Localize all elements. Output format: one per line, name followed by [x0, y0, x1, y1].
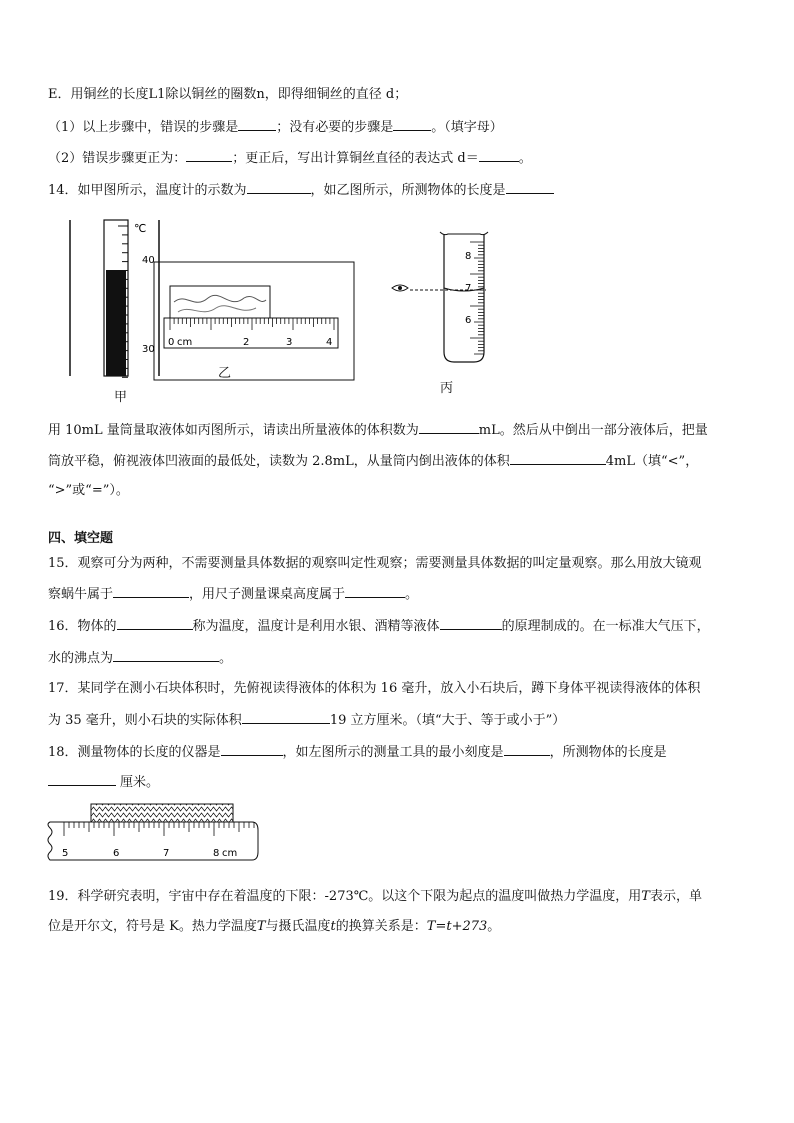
figure-label-bing: 丙	[440, 381, 454, 396]
ruler14-tick-3: 3	[286, 337, 293, 348]
q16-text-d: 水的沸点为	[48, 651, 114, 666]
q13-2-blank-2[interactable]	[479, 148, 519, 162]
ruler14-tick-4: 4	[326, 337, 333, 348]
question-13-1	[48, 117, 503, 137]
q14-text-b: ，如乙图所示，所测物体的长度是	[310, 183, 506, 198]
figure-18-ruler	[44, 800, 264, 870]
q18-blank-1[interactable]	[221, 742, 283, 756]
q16-blank-1[interactable]	[117, 616, 193, 630]
section-heading: 四、填空题	[48, 531, 114, 546]
q14b-text-b: mL。然后从中倒出一部分液体后，把量	[478, 423, 708, 438]
q17-text-b: 为 35 毫升，则小石块的实际体积	[48, 713, 242, 728]
q13-2-blank-1[interactable]	[186, 148, 232, 162]
cyl-tick-7: 7	[465, 283, 472, 294]
q14b-text-a: 用 10mL 量筒量取液体如丙图所示，请读出所量液体的体积数为	[48, 423, 419, 438]
thermo-tick-30: 30	[142, 344, 155, 355]
q15-blank-2[interactable]	[345, 584, 405, 598]
q14b-blank-1[interactable]	[419, 420, 479, 434]
question-13-2	[48, 148, 532, 168]
q19-text-d: 与摄氏温度	[265, 919, 331, 934]
q19-text-c: 位是开尔文，符号是 K。热力学温度	[48, 919, 257, 934]
figure-label-yi: 乙	[218, 366, 232, 381]
thermometer-figure	[70, 220, 159, 377]
q19-text-a: 19．科学研究表明，宇宙中存在着温度的下限：-273℃。以这个下限为起点的温度叫做热力学温度，用	[48, 889, 642, 904]
question-16-line-1	[48, 616, 710, 636]
figure-14	[60, 214, 580, 384]
cyl-tick-6: 6	[465, 315, 472, 326]
q18-text-c: ，所测物体的长度是	[549, 745, 667, 760]
question-15-line-1: 15．观察可分为两种，不需要测量具体数据的观察叫定性观察；需要测量具体数据的叫定量观察。那么用放大镜观	[48, 556, 702, 571]
q13-1-text-b: ；没有必要的步骤是	[276, 120, 394, 135]
cyl-tick-8: 8	[465, 251, 472, 262]
q19-symbol-t: t	[330, 919, 336, 934]
figure-label-jia: 甲	[114, 390, 128, 405]
q15-text-d: 。	[405, 587, 419, 602]
q15-text-b: 察蜗牛属于	[48, 587, 114, 602]
ruler14-tick-2: 2	[243, 337, 250, 348]
question-16-line-2	[48, 648, 232, 668]
q18-text-d: 厘米。	[120, 775, 160, 790]
q13-1-blank-1[interactable]	[238, 117, 276, 131]
q19-formula: T=t+273	[426, 919, 488, 934]
ruler18-tick-8: 8	[213, 848, 220, 859]
q18-blank-3[interactable]	[48, 772, 116, 786]
q16-text-c: 的原理制成的。在一标准大气压下，	[501, 619, 710, 634]
q16-blank-2[interactable]	[440, 616, 502, 630]
q18-text-b: ，如左图所示的测量工具的最小刻度是	[282, 745, 504, 760]
question-14	[48, 180, 554, 200]
question-18-line-1	[48, 742, 667, 762]
graduated-cylinder-figure	[440, 232, 488, 362]
q13-2-text-c: 。	[518, 151, 532, 166]
ruler18-tick-6: 6	[113, 848, 120, 859]
q17-text-c: 19 立方厘米。（填“大于、等于或小于”）	[329, 713, 566, 728]
q13-2-text-a: （2）错误步骤更正为：	[48, 151, 187, 166]
q14b-text-d: 4mL（填“<”，	[605, 454, 699, 469]
q19-symbol-T2: T	[256, 919, 266, 934]
q13-1-blank-2[interactable]	[393, 117, 431, 131]
q19-symbol-T1: T	[641, 889, 650, 904]
q15-text-c: ，用尺子测量课桌高度属于	[189, 587, 346, 602]
question-18-line-2	[48, 772, 159, 792]
ruler14-unit: cm	[177, 337, 193, 348]
q19-text-b: 表示，单	[649, 889, 702, 904]
question-19-line-1	[48, 888, 702, 906]
q13-2-text-b: ；更正后，写出计算铜丝直径的表达式 d＝	[232, 151, 479, 166]
question-14b-line-1	[48, 420, 708, 440]
question-14b-line-2	[48, 451, 698, 471]
q14-text-a: 14．如甲图所示，温度计的示数为	[48, 183, 247, 198]
ruler18-tick-7: 7	[163, 848, 170, 859]
q13-1-text-c: 。（填字母）	[431, 120, 503, 135]
question-15-line-2	[48, 584, 418, 604]
q19-text-f: 。	[487, 919, 501, 934]
q18-blank-2[interactable]	[504, 742, 550, 756]
q15-blank-1[interactable]	[113, 584, 189, 598]
q14-blank-1[interactable]	[247, 180, 311, 194]
eye-icon	[392, 285, 408, 291]
q14-blank-2[interactable]	[506, 180, 554, 194]
q16-text-e: 。	[219, 651, 233, 666]
q16-text-b: 称为温度，温度计是利用水银、酒精等液体	[192, 619, 440, 634]
thermo-tick-40: 40	[142, 255, 155, 266]
ruler14-tick-0: 0	[168, 337, 175, 348]
q16-blank-3[interactable]	[113, 648, 219, 662]
q14b-blank-2[interactable]	[510, 451, 606, 465]
ruler-figure	[154, 262, 354, 380]
question-14b-line-3: “>”或“=”）。	[48, 483, 129, 498]
ruler18-tick-5: 5	[62, 848, 69, 859]
step-e-text: E．用铜丝的长度L1除以铜丝的圈数n，即得细铜丝的直径 d；	[48, 87, 408, 102]
measured-object	[91, 804, 233, 822]
question-17-line-2	[48, 710, 565, 730]
question-19-line-2	[48, 918, 500, 936]
ruler18-unit: cm	[222, 848, 238, 859]
question-17-line-1: 17．某同学在测小石块体积时，先俯视读得液体的体积为 16 毫升，放入小石块后，蹲下身体平视读得液体的体积	[48, 681, 701, 696]
q16-text-a: 16．物体的	[48, 619, 117, 634]
q14b-text-c: 筒放平稳，俯视液体凹液面的最低处，读数为 2.8mL，从量筒内倒出液体的体积	[48, 454, 510, 469]
q18-text-a: 18．测量物体的长度的仪器是	[48, 745, 221, 760]
q19-text-e: 的换算关系是：	[335, 919, 427, 934]
q13-1-text-a: （1）以上步骤中，错误的步骤是	[48, 120, 239, 135]
q17-blank-1[interactable]	[242, 710, 330, 724]
thermo-unit-label: ℃	[134, 222, 147, 235]
